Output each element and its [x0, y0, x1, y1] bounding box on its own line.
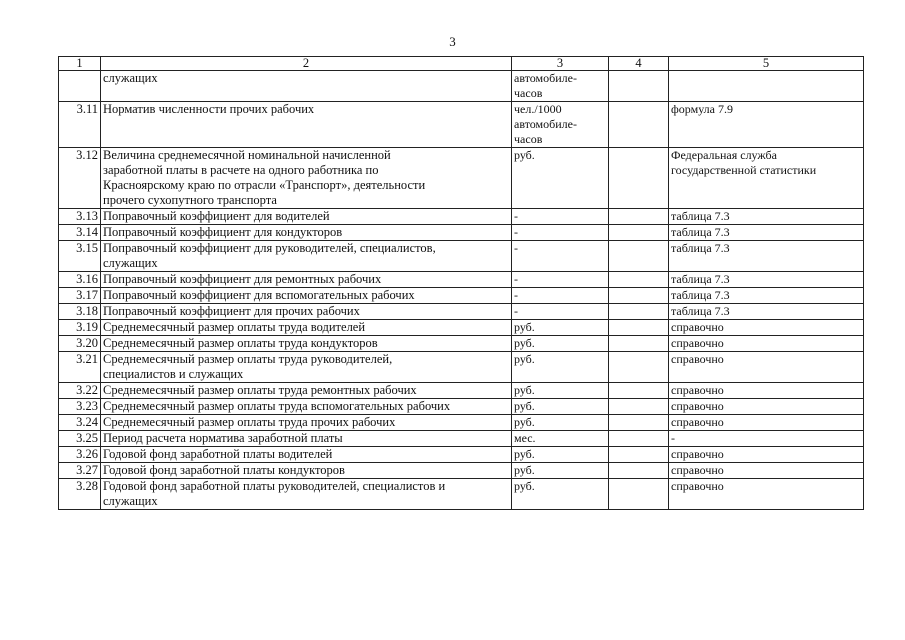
table-row [59, 447, 864, 463]
header-col-2: 2 [101, 57, 512, 71]
row-name: Период расчета норматива заработной платы [101, 431, 512, 447]
row-number: 3.16 [59, 272, 101, 288]
row-unit: руб. [512, 415, 609, 431]
row-col4 [609, 479, 669, 510]
row-name: Годовой фонд заработной платы кондукторов [101, 463, 512, 479]
row-col4 [609, 447, 669, 463]
page-number: 3 [449, 34, 456, 49]
header-col-4: 4 [609, 57, 669, 71]
row-source: таблица 7.3 [669, 209, 864, 225]
row-number: 3.11 [59, 102, 101, 148]
row-col4 [609, 148, 669, 209]
table-row [59, 463, 864, 479]
row-col4 [609, 209, 669, 225]
row-name: Поправочный коэффициент для водителей [101, 209, 512, 225]
row-unit: руб. [512, 336, 609, 352]
row-source: таблица 7.3 [669, 288, 864, 304]
row-unit: - [512, 241, 609, 272]
row-unit: руб. [512, 320, 609, 336]
row-name: Годовой фонд заработной платы водителей [101, 447, 512, 463]
row-unit: чел./1000 автомобиле- часов [512, 102, 609, 148]
row-number: 3.24 [59, 415, 101, 431]
table-body [59, 71, 864, 510]
row-name: Среднемесячный размер оплаты труда кондукторов [101, 336, 512, 352]
row-col4 [609, 352, 669, 383]
row-unit: руб. [512, 148, 609, 209]
row-source: таблица 7.3 [669, 241, 864, 272]
table-row [59, 209, 864, 225]
row-source: таблица 7.3 [669, 272, 864, 288]
table-row [59, 383, 864, 399]
row-col4 [609, 336, 669, 352]
table-row [59, 399, 864, 415]
row-source: таблица 7.3 [669, 304, 864, 320]
row-unit: руб. [512, 463, 609, 479]
row-unit: руб. [512, 447, 609, 463]
row-unit: - [512, 304, 609, 320]
table-row [59, 225, 864, 241]
table-row [59, 479, 864, 510]
row-col4 [609, 241, 669, 272]
row-number: 3.15 [59, 241, 101, 272]
row-name: Поправочный коэффициент для прочих рабочих [101, 304, 512, 320]
row-col4 [609, 463, 669, 479]
row-source: таблица 7.3 [669, 225, 864, 241]
row-unit: - [512, 288, 609, 304]
row-name: Поправочный коэффициент для руководителей, специалистов, служащих [101, 241, 512, 272]
row-col4 [609, 383, 669, 399]
row-unit: - [512, 209, 609, 225]
row-name: Среднемесячный размер оплаты труда ремонтных рабочих [101, 383, 512, 399]
row-number: 3.18 [59, 304, 101, 320]
row-number: 3.14 [59, 225, 101, 241]
table-row [59, 415, 864, 431]
row-number: 3.12 [59, 148, 101, 209]
table-row [59, 304, 864, 320]
row-source: справочно [669, 320, 864, 336]
row-col4 [609, 415, 669, 431]
row-unit: руб. [512, 399, 609, 415]
row-source: справочно [669, 479, 864, 510]
row-unit: руб. [512, 352, 609, 383]
row-col4 [609, 272, 669, 288]
row-number: 3.22 [59, 383, 101, 399]
row-col4 [609, 304, 669, 320]
row-source: справочно [669, 336, 864, 352]
row-col4 [609, 225, 669, 241]
parameters-table [58, 56, 864, 510]
row-col4 [609, 71, 669, 102]
row-name: Норматив численности прочих рабочих [101, 102, 512, 148]
header-col-5: 5 [669, 57, 864, 71]
row-col4 [609, 288, 669, 304]
row-name: Поправочный коэффициент для вспомогательных рабочих [101, 288, 512, 304]
table-row [59, 241, 864, 272]
table-row [59, 336, 864, 352]
row-unit: руб. [512, 383, 609, 399]
row-name: Среднемесячный размер оплаты труда руководителей, специалистов и служащих [101, 352, 512, 383]
row-source: Федеральная служба государственной статистики [669, 148, 864, 209]
row-source: справочно [669, 415, 864, 431]
table-row [59, 272, 864, 288]
row-source: справочно [669, 399, 864, 415]
row-number: 3.27 [59, 463, 101, 479]
row-name: Поправочный коэффициент для кондукторов [101, 225, 512, 241]
row-number: 3.21 [59, 352, 101, 383]
table-row [59, 71, 864, 102]
row-unit: руб. [512, 479, 609, 510]
row-number: 3.28 [59, 479, 101, 510]
header-row [59, 57, 864, 71]
row-source: справочно [669, 352, 864, 383]
table-row [59, 352, 864, 383]
row-name: Среднемесячный размер оплаты труда водителей [101, 320, 512, 336]
row-number: 3.20 [59, 336, 101, 352]
row-name: Среднемесячный размер оплаты труда прочих рабочих [101, 415, 512, 431]
row-name: служащих [101, 71, 512, 102]
row-unit: автомобиле- часов [512, 71, 609, 102]
row-name: Величина среднемесячной номинальной начисленной заработной платы в расчете на одного работника по Красноярскому краю по отрасли «Транспорт», деятельности прочего сухопутного транспорта [101, 148, 512, 209]
row-number [59, 71, 101, 102]
row-source [669, 71, 864, 102]
table-row [59, 288, 864, 304]
row-col4 [609, 102, 669, 148]
row-name: Годовой фонд заработной платы руководителей, специалистов и служащих [101, 479, 512, 510]
row-col4 [609, 399, 669, 415]
row-name: Поправочный коэффициент для ремонтных рабочих [101, 272, 512, 288]
row-unit: - [512, 272, 609, 288]
table-row [59, 320, 864, 336]
row-number: 3.13 [59, 209, 101, 225]
row-source: формула 7.9 [669, 102, 864, 148]
row-source: справочно [669, 383, 864, 399]
row-number: 3.23 [59, 399, 101, 415]
table-row [59, 431, 864, 447]
row-number: 3.19 [59, 320, 101, 336]
row-unit: - [512, 225, 609, 241]
row-number: 3.17 [59, 288, 101, 304]
row-col4 [609, 431, 669, 447]
row-source: справочно [669, 447, 864, 463]
row-number: 3.26 [59, 447, 101, 463]
table-row [59, 102, 864, 148]
row-name: Среднемесячный размер оплаты труда вспомогательных рабочих [101, 399, 512, 415]
row-unit: мес. [512, 431, 609, 447]
row-col4 [609, 320, 669, 336]
row-source: - [669, 431, 864, 447]
header-col-1: 1 [59, 57, 101, 71]
row-source: справочно [669, 463, 864, 479]
header-col-3: 3 [512, 57, 609, 71]
row-number: 3.25 [59, 431, 101, 447]
table-row [59, 148, 864, 209]
